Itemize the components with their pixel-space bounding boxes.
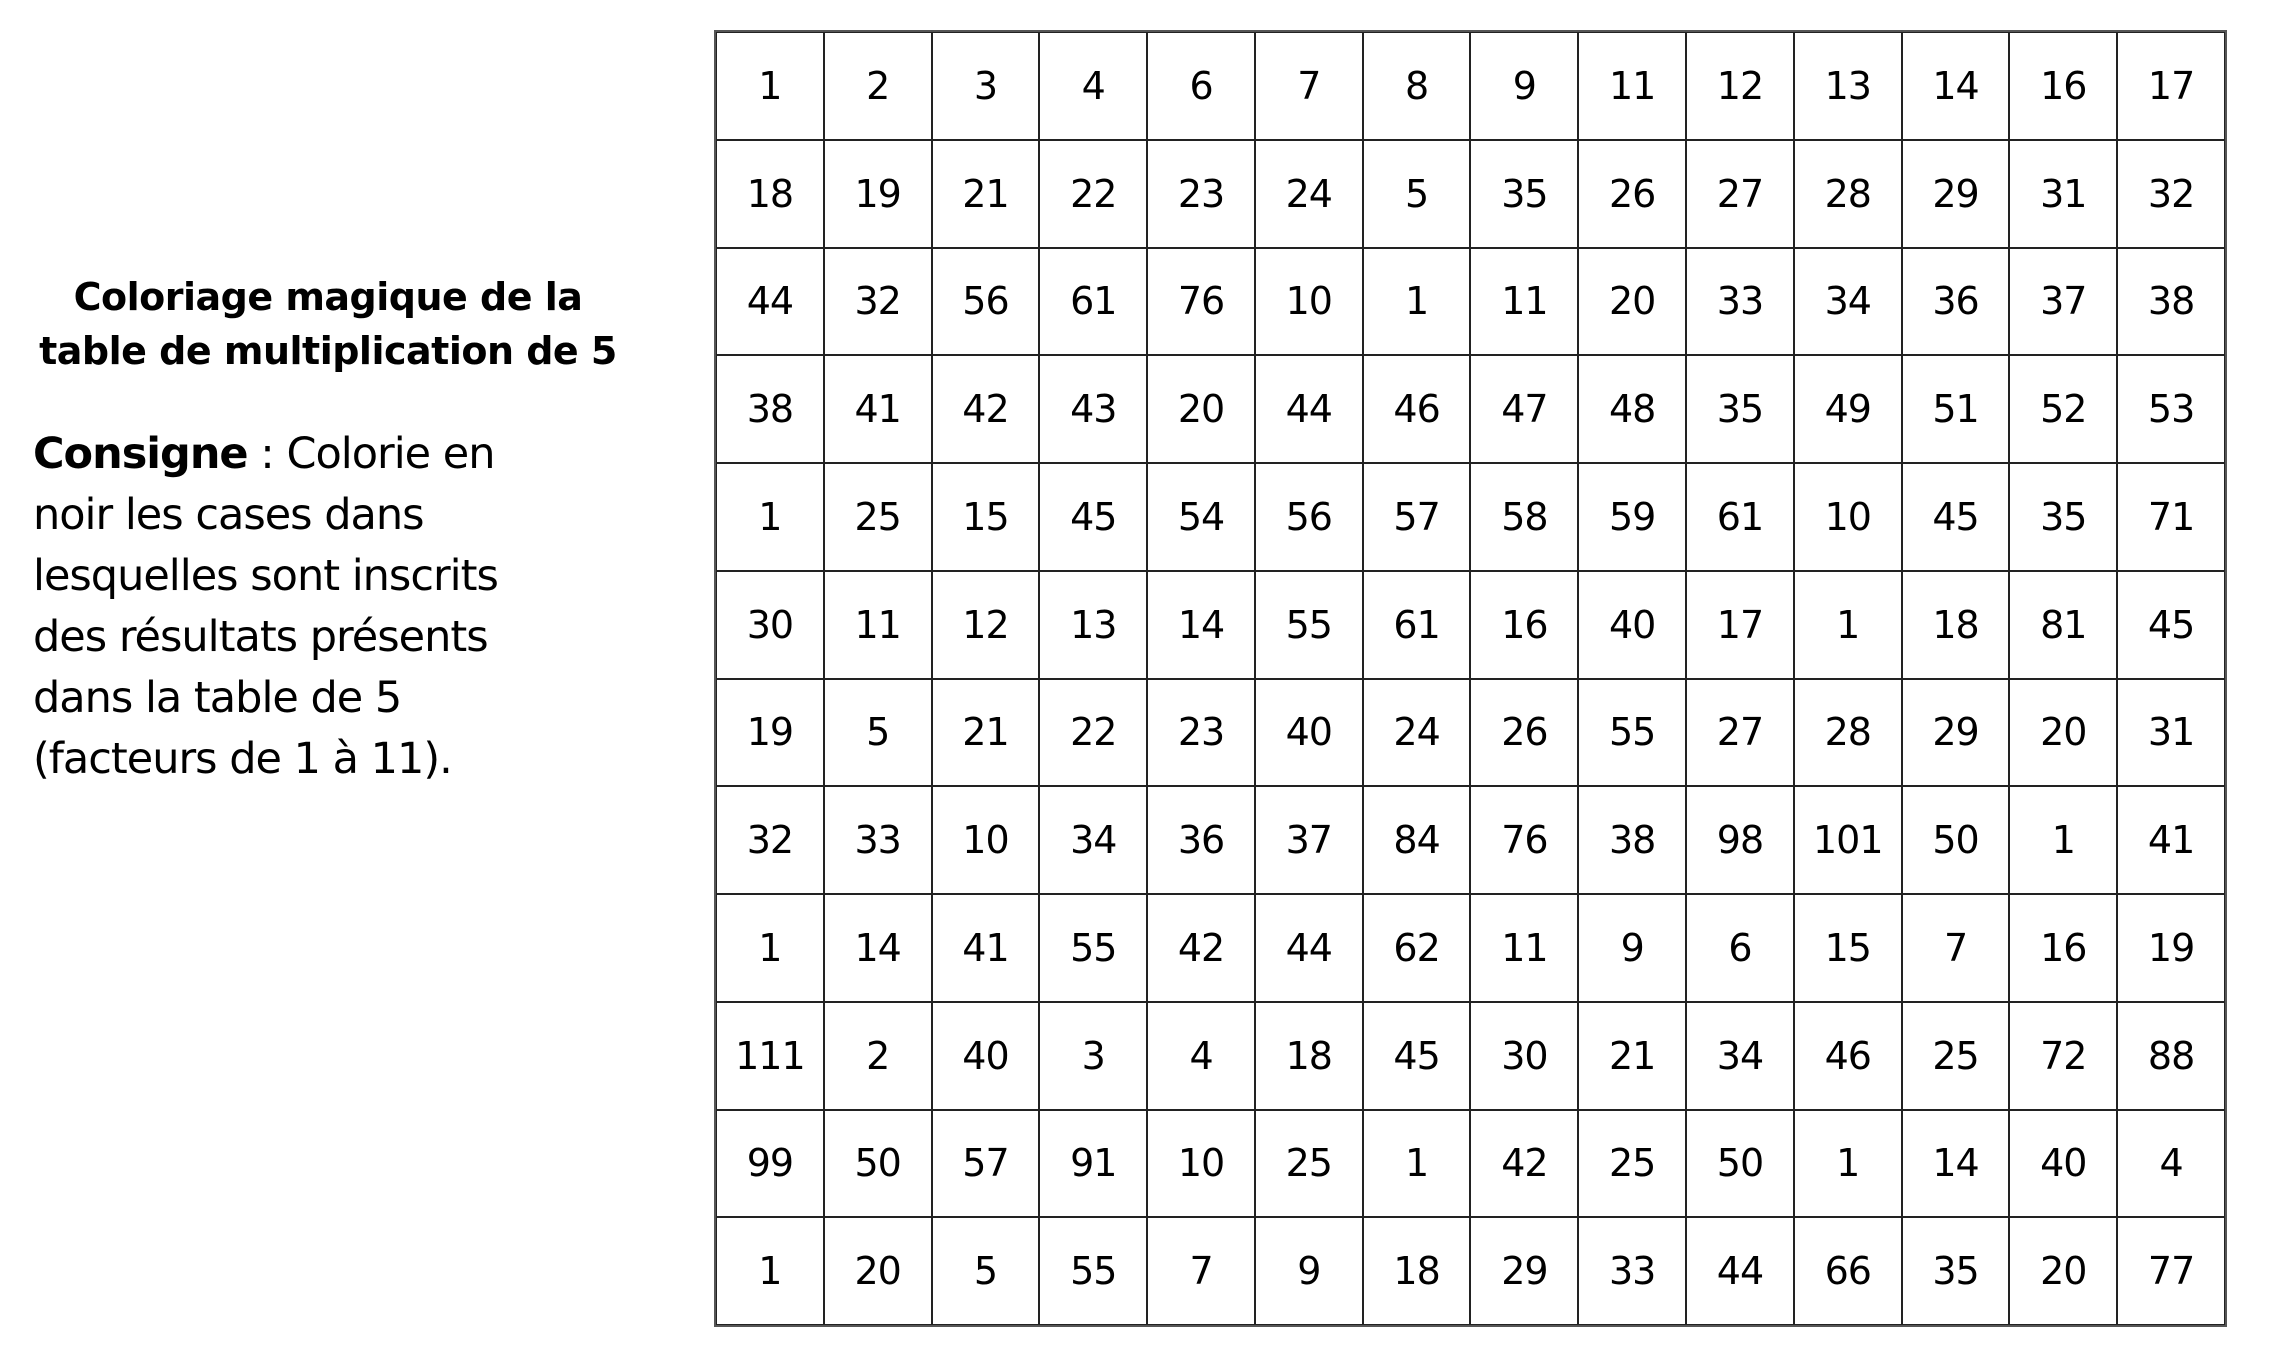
grid-cell[interactable]: 9 <box>1578 894 1686 1002</box>
grid-cell[interactable]: 57 <box>932 1110 1040 1218</box>
grid-cell[interactable]: 35 <box>2009 463 2117 571</box>
grid-cell[interactable]: 10 <box>1147 1110 1255 1218</box>
grid-cell[interactable]: 1 <box>716 32 824 140</box>
grid-cell[interactable]: 56 <box>1255 463 1363 571</box>
grid-cell[interactable]: 16 <box>2009 32 2117 140</box>
grid-cell[interactable]: 57 <box>1363 463 1471 571</box>
grid-cell[interactable]: 40 <box>932 1002 1040 1110</box>
grid-cell[interactable]: 1 <box>1794 571 1902 679</box>
grid-cell[interactable]: 29 <box>1902 679 2010 787</box>
grid-cell[interactable]: 45 <box>2117 571 2225 679</box>
grid-cell[interactable]: 42 <box>932 355 1040 463</box>
grid-cell[interactable]: 1 <box>716 894 824 1002</box>
grid-cell[interactable]: 40 <box>1578 571 1686 679</box>
grid-cell[interactable]: 91 <box>1039 1110 1147 1218</box>
grid-cell[interactable]: 11 <box>1470 248 1578 356</box>
grid-cell[interactable]: 12 <box>932 571 1040 679</box>
grid-cell[interactable]: 23 <box>1147 140 1255 248</box>
grid-cell[interactable]: 1 <box>2009 786 2117 894</box>
grid-cell[interactable]: 15 <box>1794 894 1902 1002</box>
instruction-separator: : <box>247 429 287 479</box>
grid-cell[interactable]: 45 <box>1902 463 2010 571</box>
grid-cell[interactable]: 49 <box>1794 355 1902 463</box>
grid-cell[interactable]: 33 <box>1686 248 1794 356</box>
title-line-1: Coloriage magique de la <box>73 275 583 319</box>
grid-cell[interactable]: 44 <box>1255 355 1363 463</box>
grid-cell[interactable]: 20 <box>1578 248 1686 356</box>
grid-cell[interactable]: 46 <box>1363 355 1471 463</box>
instruction-line-1 <box>33 424 633 485</box>
grid-cell[interactable]: 9 <box>1470 32 1578 140</box>
grid-cell[interactable]: 28 <box>1794 679 1902 787</box>
grid-cell[interactable]: 41 <box>2117 786 2225 894</box>
grid-cell[interactable]: 51 <box>1902 355 2010 463</box>
grid-cell[interactable]: 44 <box>1255 894 1363 1002</box>
grid-cell[interactable]: 25 <box>1578 1110 1686 1218</box>
grid-cell[interactable]: 2 <box>824 32 932 140</box>
grid-cell[interactable]: 17 <box>2117 32 2225 140</box>
grid-cell[interactable]: 17 <box>1686 571 1794 679</box>
grid-cell[interactable]: 20 <box>824 1217 932 1325</box>
grid-cell[interactable]: 21 <box>1578 1002 1686 1110</box>
grid-cell[interactable]: 20 <box>2009 679 2117 787</box>
grid-cell[interactable]: 37 <box>1255 786 1363 894</box>
grid-cell[interactable]: 22 <box>1039 140 1147 248</box>
grid-cell[interactable]: 42 <box>1147 894 1255 1002</box>
grid-cell[interactable]: 23 <box>1147 679 1255 787</box>
grid-cell[interactable]: 32 <box>2117 140 2225 248</box>
grid-cell[interactable]: 3 <box>932 32 1040 140</box>
grid-cell[interactable]: 1 <box>716 1217 824 1325</box>
grid-cell[interactable]: 26 <box>1578 140 1686 248</box>
coloring-grid <box>714 30 2227 1327</box>
grid-cell[interactable]: 37 <box>2009 248 2117 356</box>
grid-cell[interactable]: 20 <box>1147 355 1255 463</box>
grid-cell[interactable]: 45 <box>1363 1002 1471 1110</box>
grid-cell[interactable]: 35 <box>1902 1217 2010 1325</box>
grid-cell[interactable]: 21 <box>932 679 1040 787</box>
grid-cell[interactable]: 14 <box>1902 32 2010 140</box>
grid-cell[interactable]: 25 <box>824 463 932 571</box>
grid-cell[interactable]: 7 <box>1255 32 1363 140</box>
grid-cell[interactable]: 29 <box>1902 140 2010 248</box>
grid-cell[interactable]: 61 <box>1363 571 1471 679</box>
grid-cell[interactable]: 47 <box>1470 355 1578 463</box>
instruction-line-2: noir les cases dans <box>33 490 424 540</box>
grid-cell[interactable]: 14 <box>824 894 932 1002</box>
grid-cell[interactable]: 45 <box>1039 463 1147 571</box>
grid-cell[interactable]: 10 <box>932 786 1040 894</box>
grid-cell[interactable]: 4 <box>1147 1002 1255 1110</box>
grid-cell[interactable]: 62 <box>1363 894 1471 1002</box>
grid-cell[interactable]: 76 <box>1470 786 1578 894</box>
grid-cell[interactable]: 59 <box>1578 463 1686 571</box>
grid-cell[interactable]: 55 <box>1255 571 1363 679</box>
grid-cell[interactable]: 46 <box>1794 1002 1902 1110</box>
grid-cell[interactable]: 55 <box>1039 1217 1147 1325</box>
grid-cell[interactable]: 21 <box>932 140 1040 248</box>
grid-cell[interactable]: 61 <box>1686 463 1794 571</box>
grid-cell[interactable]: 22 <box>1039 679 1147 787</box>
grid-cell[interactable]: 41 <box>824 355 932 463</box>
grid-cell[interactable]: 8 <box>1363 32 1471 140</box>
grid-cell[interactable]: 9 <box>1255 1217 1363 1325</box>
grid-cell[interactable]: 55 <box>1578 679 1686 787</box>
grid-cell[interactable]: 6 <box>1147 32 1255 140</box>
grid-cell[interactable]: 98 <box>1686 786 1794 894</box>
grid-cell[interactable]: 84 <box>1363 786 1471 894</box>
grid-cell[interactable]: 18 <box>1363 1217 1471 1325</box>
grid-cell[interactable]: 19 <box>716 679 824 787</box>
instruction-line-4: des résultats présents <box>33 612 488 662</box>
instruction-label: Consigne <box>33 429 248 479</box>
grid-cell[interactable]: 1 <box>1363 248 1471 356</box>
grid-cell[interactable]: 40 <box>1255 679 1363 787</box>
grid-cell[interactable]: 15 <box>932 463 1040 571</box>
grid-cell[interactable]: 34 <box>1794 248 1902 356</box>
title-line-2: table de multiplication de 5 <box>39 329 617 373</box>
grid-cell[interactable]: 99 <box>716 1110 824 1218</box>
grid-cell[interactable]: 11 <box>1578 32 1686 140</box>
grid-cell[interactable]: 38 <box>1578 786 1686 894</box>
grid-cell[interactable]: 20 <box>2009 1217 2117 1325</box>
grid-cell[interactable]: 34 <box>1686 1002 1794 1110</box>
instruction-line-6: (facteurs de 1 à 11). <box>33 734 452 784</box>
grid-cell[interactable]: 44 <box>1686 1217 1794 1325</box>
grid-cell[interactable]: 88 <box>2117 1002 2225 1110</box>
grid-cell[interactable]: 111 <box>716 1002 824 1110</box>
grid-cell[interactable]: 41 <box>932 894 1040 1002</box>
grid-cell[interactable]: 58 <box>1470 463 1578 571</box>
grid-cell[interactable]: 35 <box>1470 140 1578 248</box>
grid-cell[interactable]: 10 <box>1255 248 1363 356</box>
grid-cell[interactable]: 6 <box>1686 894 1794 1002</box>
instructions-text <box>33 424 633 790</box>
grid-cell[interactable]: 81 <box>2009 571 2117 679</box>
grid-cell[interactable]: 30 <box>1470 1002 1578 1110</box>
grid-cell[interactable]: 7 <box>1902 894 2010 1002</box>
grid-cell[interactable]: 43 <box>1039 355 1147 463</box>
grid-cell[interactable]: 27 <box>1686 140 1794 248</box>
grid-cell[interactable]: 3 <box>1039 1002 1147 1110</box>
grid-cell[interactable]: 38 <box>716 355 824 463</box>
grid-cell[interactable]: 33 <box>824 786 932 894</box>
grid-cell[interactable]: 5 <box>824 679 932 787</box>
grid-cell[interactable]: 31 <box>2009 140 2117 248</box>
instruction-line-3: lesquelles sont inscrits <box>33 551 498 601</box>
instruction-line-5: dans la table de 5 <box>33 673 402 723</box>
grid-cell[interactable]: 32 <box>716 786 824 894</box>
grid-cell[interactable]: 50 <box>1686 1110 1794 1218</box>
grid-cell[interactable]: 1 <box>1363 1110 1471 1218</box>
grid-cell[interactable]: 44 <box>716 248 824 356</box>
grid-cell[interactable]: 36 <box>1902 248 2010 356</box>
grid-cell[interactable]: 11 <box>824 571 932 679</box>
instruction-text-1: Colorie en <box>286 429 495 479</box>
grid-cell[interactable]: 19 <box>2117 894 2225 1002</box>
grid-cell[interactable]: 42 <box>1470 1110 1578 1218</box>
grid-cell[interactable]: 5 <box>932 1217 1040 1325</box>
grid-cell[interactable]: 72 <box>2009 1002 2117 1110</box>
grid-cell[interactable]: 35 <box>1686 355 1794 463</box>
grid-cell[interactable]: 61 <box>1039 248 1147 356</box>
grid-cell[interactable]: 28 <box>1794 140 1902 248</box>
grid-cell[interactable]: 56 <box>932 248 1040 356</box>
grid-cell[interactable]: 11 <box>1470 894 1578 1002</box>
grid-cell[interactable]: 71 <box>2117 463 2225 571</box>
grid-cell[interactable]: 52 <box>2009 355 2117 463</box>
grid-cell[interactable]: 5 <box>1363 140 1471 248</box>
grid-cell[interactable]: 18 <box>1902 571 2010 679</box>
grid-cell[interactable]: 24 <box>1255 140 1363 248</box>
grid-cell[interactable]: 1 <box>716 463 824 571</box>
grid-cell[interactable]: 50 <box>824 1110 932 1218</box>
grid-cell[interactable]: 13 <box>1039 571 1147 679</box>
grid-cell[interactable]: 66 <box>1794 1217 1902 1325</box>
grid-cell[interactable]: 31 <box>2117 679 2225 787</box>
grid-cell[interactable]: 38 <box>2117 248 2225 356</box>
grid-cell[interactable]: 29 <box>1470 1217 1578 1325</box>
grid-cell[interactable]: 24 <box>1363 679 1471 787</box>
grid-cell[interactable]: 12 <box>1686 32 1794 140</box>
grid-cell[interactable]: 27 <box>1686 679 1794 787</box>
grid-cell[interactable]: 101 <box>1794 786 1902 894</box>
grid-cell[interactable]: 16 <box>1470 571 1578 679</box>
grid-cell[interactable]: 50 <box>1902 786 2010 894</box>
grid-cell[interactable]: 16 <box>2009 894 2117 1002</box>
grid-cell[interactable]: 25 <box>1255 1110 1363 1218</box>
grid-cell[interactable]: 2 <box>824 1002 932 1110</box>
grid-cell[interactable]: 77 <box>2117 1217 2225 1325</box>
grid-cell[interactable]: 10 <box>1794 463 1902 571</box>
grid-cell[interactable]: 53 <box>2117 355 2225 463</box>
grid-cell[interactable]: 1 <box>1794 1110 1902 1218</box>
grid-cell[interactable]: 18 <box>716 140 824 248</box>
grid-cell[interactable]: 32 <box>824 248 932 356</box>
grid-cell[interactable]: 25 <box>1902 1002 2010 1110</box>
grid-cell[interactable]: 4 <box>1039 32 1147 140</box>
grid-cell[interactable]: 34 <box>1039 786 1147 894</box>
grid-cell[interactable]: 76 <box>1147 248 1255 356</box>
grid-cell[interactable]: 55 <box>1039 894 1147 1002</box>
grid-cell[interactable]: 14 <box>1902 1110 2010 1218</box>
instructions-panel <box>33 270 633 790</box>
grid-cell[interactable]: 14 <box>1147 571 1255 679</box>
grid-cell[interactable]: 48 <box>1578 355 1686 463</box>
grid-cell[interactable]: 19 <box>824 140 932 248</box>
grid-cell[interactable]: 40 <box>2009 1110 2117 1218</box>
grid-cell[interactable]: 30 <box>716 571 824 679</box>
worksheet-title <box>33 270 623 378</box>
grid-cell[interactable]: 7 <box>1147 1217 1255 1325</box>
grid-cell[interactable]: 33 <box>1578 1217 1686 1325</box>
grid-cell[interactable]: 18 <box>1255 1002 1363 1110</box>
grid-cell[interactable]: 26 <box>1470 679 1578 787</box>
grid-cell[interactable]: 54 <box>1147 463 1255 571</box>
grid-cell[interactable]: 13 <box>1794 32 1902 140</box>
grid-cell[interactable]: 4 <box>2117 1110 2225 1218</box>
grid-cell[interactable]: 36 <box>1147 786 1255 894</box>
